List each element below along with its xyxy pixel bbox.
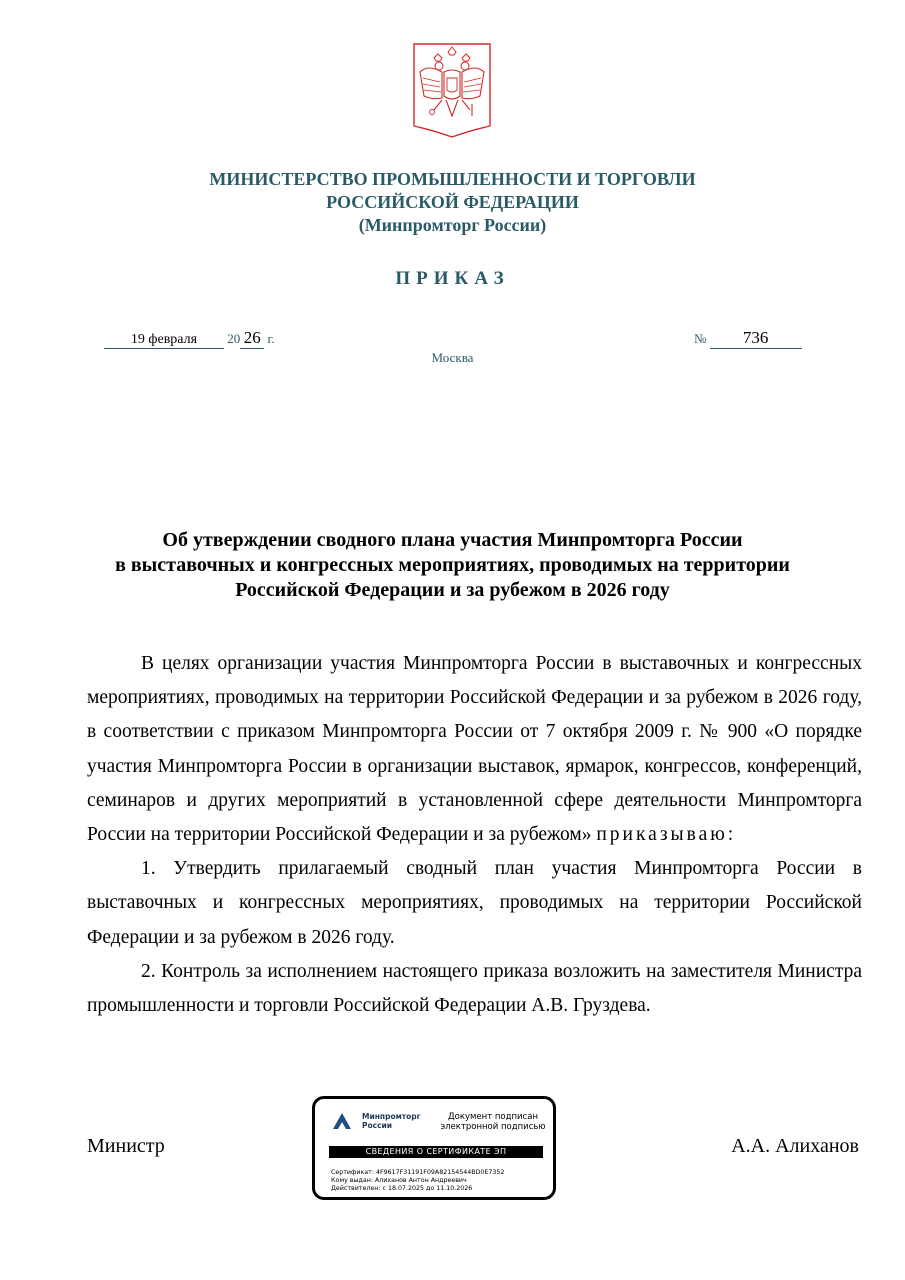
order-action-word: приказываю: <box>596 824 737 846</box>
stamp-org-name <box>362 1113 421 1130</box>
order-subject-line1: Об утверждении сводного плана участия Минпромторга России <box>162 529 743 551</box>
stamp-certificate-header: СВЕДЕНИЯ О СЕРТИФИКАТЕ ЭП <box>329 1146 543 1158</box>
order-date-day: 19 февраля <box>104 332 224 349</box>
order-subject <box>60 528 845 603</box>
order-subject-line2: в выставочных и конгрессных мероприятиях, проводимых на территории <box>115 554 790 576</box>
order-city: Москва <box>431 350 474 365</box>
order-year-unit: г. <box>267 331 275 346</box>
signer-title: Министр <box>87 1135 165 1157</box>
order-body <box>87 647 862 1023</box>
order-year-prefix: 20 <box>227 331 241 346</box>
preamble-paragraph <box>87 647 862 852</box>
ministry-name-line1: МИНИСТЕРСТВО ПРОМЫШЛЕННОСТИ И ТОРГОВЛИ <box>209 169 696 189</box>
stamp-issued-to: Кому выдан: Алиханов Антон Андреевич <box>331 1177 467 1184</box>
signer-name: А.А. Алиханов <box>731 1135 859 1157</box>
order-number-sign: № <box>694 331 707 346</box>
stamp-org-line1: Минпромторг <box>362 1112 421 1121</box>
order-number-value: 736 <box>710 328 802 349</box>
stamp-certificate-info <box>331 1169 504 1193</box>
order-number <box>694 328 802 349</box>
minpromtorg-logo-icon <box>331 1111 353 1131</box>
document-type-title: ПРИКАЗ <box>395 268 510 289</box>
stamp-signed-line2: электронной подписью <box>440 1122 546 1132</box>
ministry-short-name: (Минпромторг России) <box>358 215 547 235</box>
item-2-paragraph: 2. Контроль за исполнением настоящего приказа возложить на заместителя Министра промышленности и торговли Российской Федерации А.В. Груздева. <box>87 960 862 1017</box>
order-date <box>104 328 275 349</box>
state-emblem-icon <box>412 42 492 138</box>
stamp-signed-note <box>433 1112 553 1132</box>
stamp-signed-line1: Документ подписан <box>447 1112 538 1122</box>
ministry-header <box>0 168 905 237</box>
stamp-org-line2: России <box>362 1120 393 1130</box>
stamp-validity: Действителен: с 18.07.2025 до 11.10.2026 <box>331 1185 473 1192</box>
item-1-paragraph: 1. Утвердить прилагаемый сводный план участия Минпромторга России в выставочных и конгрессных мероприятиях, проводимых на территории Российской Федерации и за рубежом в 2026 году. <box>87 858 862 948</box>
ministry-name-line2: РОССИЙСКОЙ ФЕДЕРАЦИИ <box>326 192 579 212</box>
order-subject-line3: Российской Федерации и за рубежом в 2026 году <box>235 579 670 601</box>
preamble-text: В целях организации участия Минпромторга России в выставочных и конгрессных мероприятиях, проводимых на территории Российской Федерации и за рубежом в 2026 году, в соответствии с приказом Минпромторга России от 7 октября 2009 г. № 900 «О порядке участия Минпромторга России в организации выставок, ярмарок, конгрессов, конференций, семинаров и других мероприятий в установленной сфере деятельности Минпромторга России на территории Российской Федерации и за рубежом» <box>87 653 862 846</box>
electronic-signature-stamp <box>312 1096 556 1200</box>
stamp-cert-id: Сертификат: 4F9617F31191F09A82154544BD0E7352 <box>331 1169 505 1176</box>
order-year-suffix: 26 <box>240 328 264 349</box>
